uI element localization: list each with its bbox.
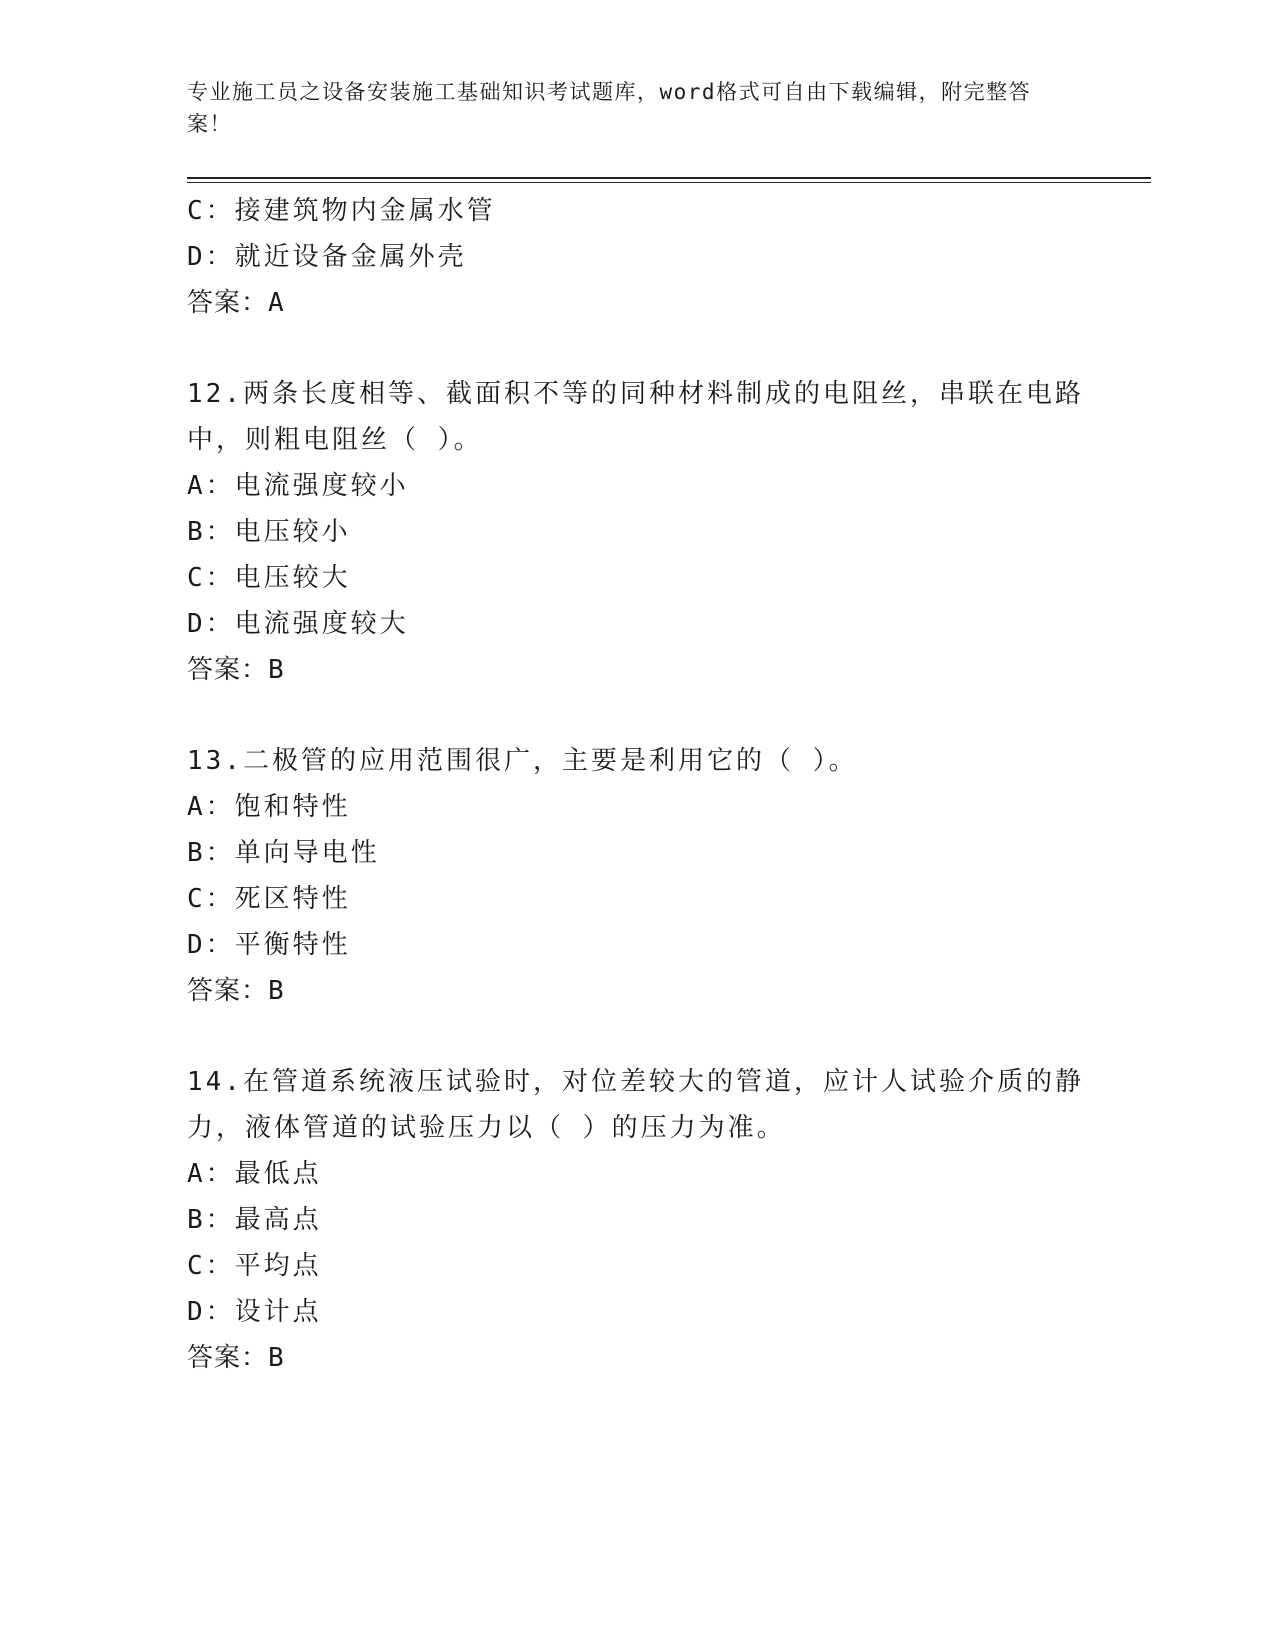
question-14-stem-line2: 力，液体管道的试验压力以（ ）的压力为准。	[187, 1113, 786, 1143]
option-label: A	[187, 1159, 206, 1189]
answer-label: 答案：	[187, 288, 269, 318]
option-label: B	[187, 517, 206, 547]
option-text: 电压较大	[234, 563, 351, 593]
option-b: B：最高点	[187, 1205, 322, 1235]
answer-line	[187, 1335, 1087, 1381]
option-label: C	[187, 1251, 206, 1281]
option-label: D	[187, 609, 206, 639]
answer-value: B	[268, 976, 285, 1006]
answer-line	[187, 280, 1087, 326]
option-text: 设计点	[234, 1297, 322, 1327]
option-d: D：平衡特性	[187, 930, 351, 960]
option-a: A：饱和特性	[187, 792, 351, 822]
option-text: 平衡特性	[234, 930, 351, 960]
answer-line	[187, 968, 1087, 1014]
option-label: C	[187, 884, 206, 914]
header-rule-thin	[187, 182, 1151, 183]
option-text: 就近设备金属外壳	[234, 242, 467, 272]
answer-label: 答案：	[187, 1343, 269, 1373]
option-label: D	[187, 1297, 206, 1327]
option-a: A：最低点	[187, 1159, 322, 1189]
option-b: B：单向导电性	[187, 838, 380, 868]
option-b: B：电压较小	[187, 517, 351, 547]
option-text: 电流强度较大	[234, 609, 409, 639]
option-label: A	[187, 471, 206, 501]
option-text: 死区特性	[234, 884, 351, 914]
option-label: B	[187, 1205, 206, 1235]
option-text: 接建筑物内金属水管	[234, 196, 496, 226]
answer-line	[187, 647, 1087, 693]
header-rule-thick	[187, 177, 1151, 179]
option-label: A	[187, 792, 206, 822]
option-d: D：设计点	[187, 1297, 322, 1327]
option-d: D：电流强度较大	[187, 609, 409, 639]
option-c: C：电压较大	[187, 563, 351, 593]
option-c: C：平均点	[187, 1251, 322, 1281]
option-text: 单向导电性	[234, 838, 380, 868]
option-text: 最高点	[234, 1205, 322, 1235]
option-label: B	[187, 838, 206, 868]
option-c: C：死区特性	[187, 884, 351, 914]
option-a: A：电流强度较小	[187, 471, 409, 501]
answer-label: 答案：	[187, 655, 269, 685]
option-text: 饱和特性	[234, 792, 351, 822]
option-text: 电流强度较小	[234, 471, 409, 501]
question-12-stem-line1: 12.两条长度相等、截面积不等的同种材料制成的电阻丝，串联在电路	[187, 379, 1084, 409]
question-content	[187, 188, 1087, 1381]
option-text: 平均点	[234, 1251, 322, 1281]
answer-label: 答案：	[187, 976, 269, 1006]
answer-value: A	[268, 288, 285, 318]
option-text: 最低点	[234, 1159, 322, 1189]
option-d: D：就近设备金属外壳	[187, 242, 467, 272]
option-text: 电压较小	[234, 517, 351, 547]
option-label: C	[187, 563, 206, 593]
answer-value: B	[268, 1343, 285, 1373]
question-13-stem: 13.二极管的应用范围很广，主要是利用它的（ ）。	[187, 746, 858, 776]
answer-value: B	[268, 655, 285, 685]
option-label: D	[187, 930, 206, 960]
option-label: C	[187, 196, 206, 226]
question-14-stem-line1: 14.在管道系统液压试验时，对位差较大的管道，应计人试验介质的静	[187, 1067, 1084, 1097]
question-12-stem-line2: 中，则粗电阻丝（ ）。	[187, 425, 483, 455]
option-c: C：接建筑物内金属水管	[187, 196, 496, 226]
document-header: 专业施工员之设备安装施工基础知识考试题库，word格式可自由下载编辑，附完整答案！	[187, 80, 1032, 136]
option-label: D	[187, 242, 206, 272]
